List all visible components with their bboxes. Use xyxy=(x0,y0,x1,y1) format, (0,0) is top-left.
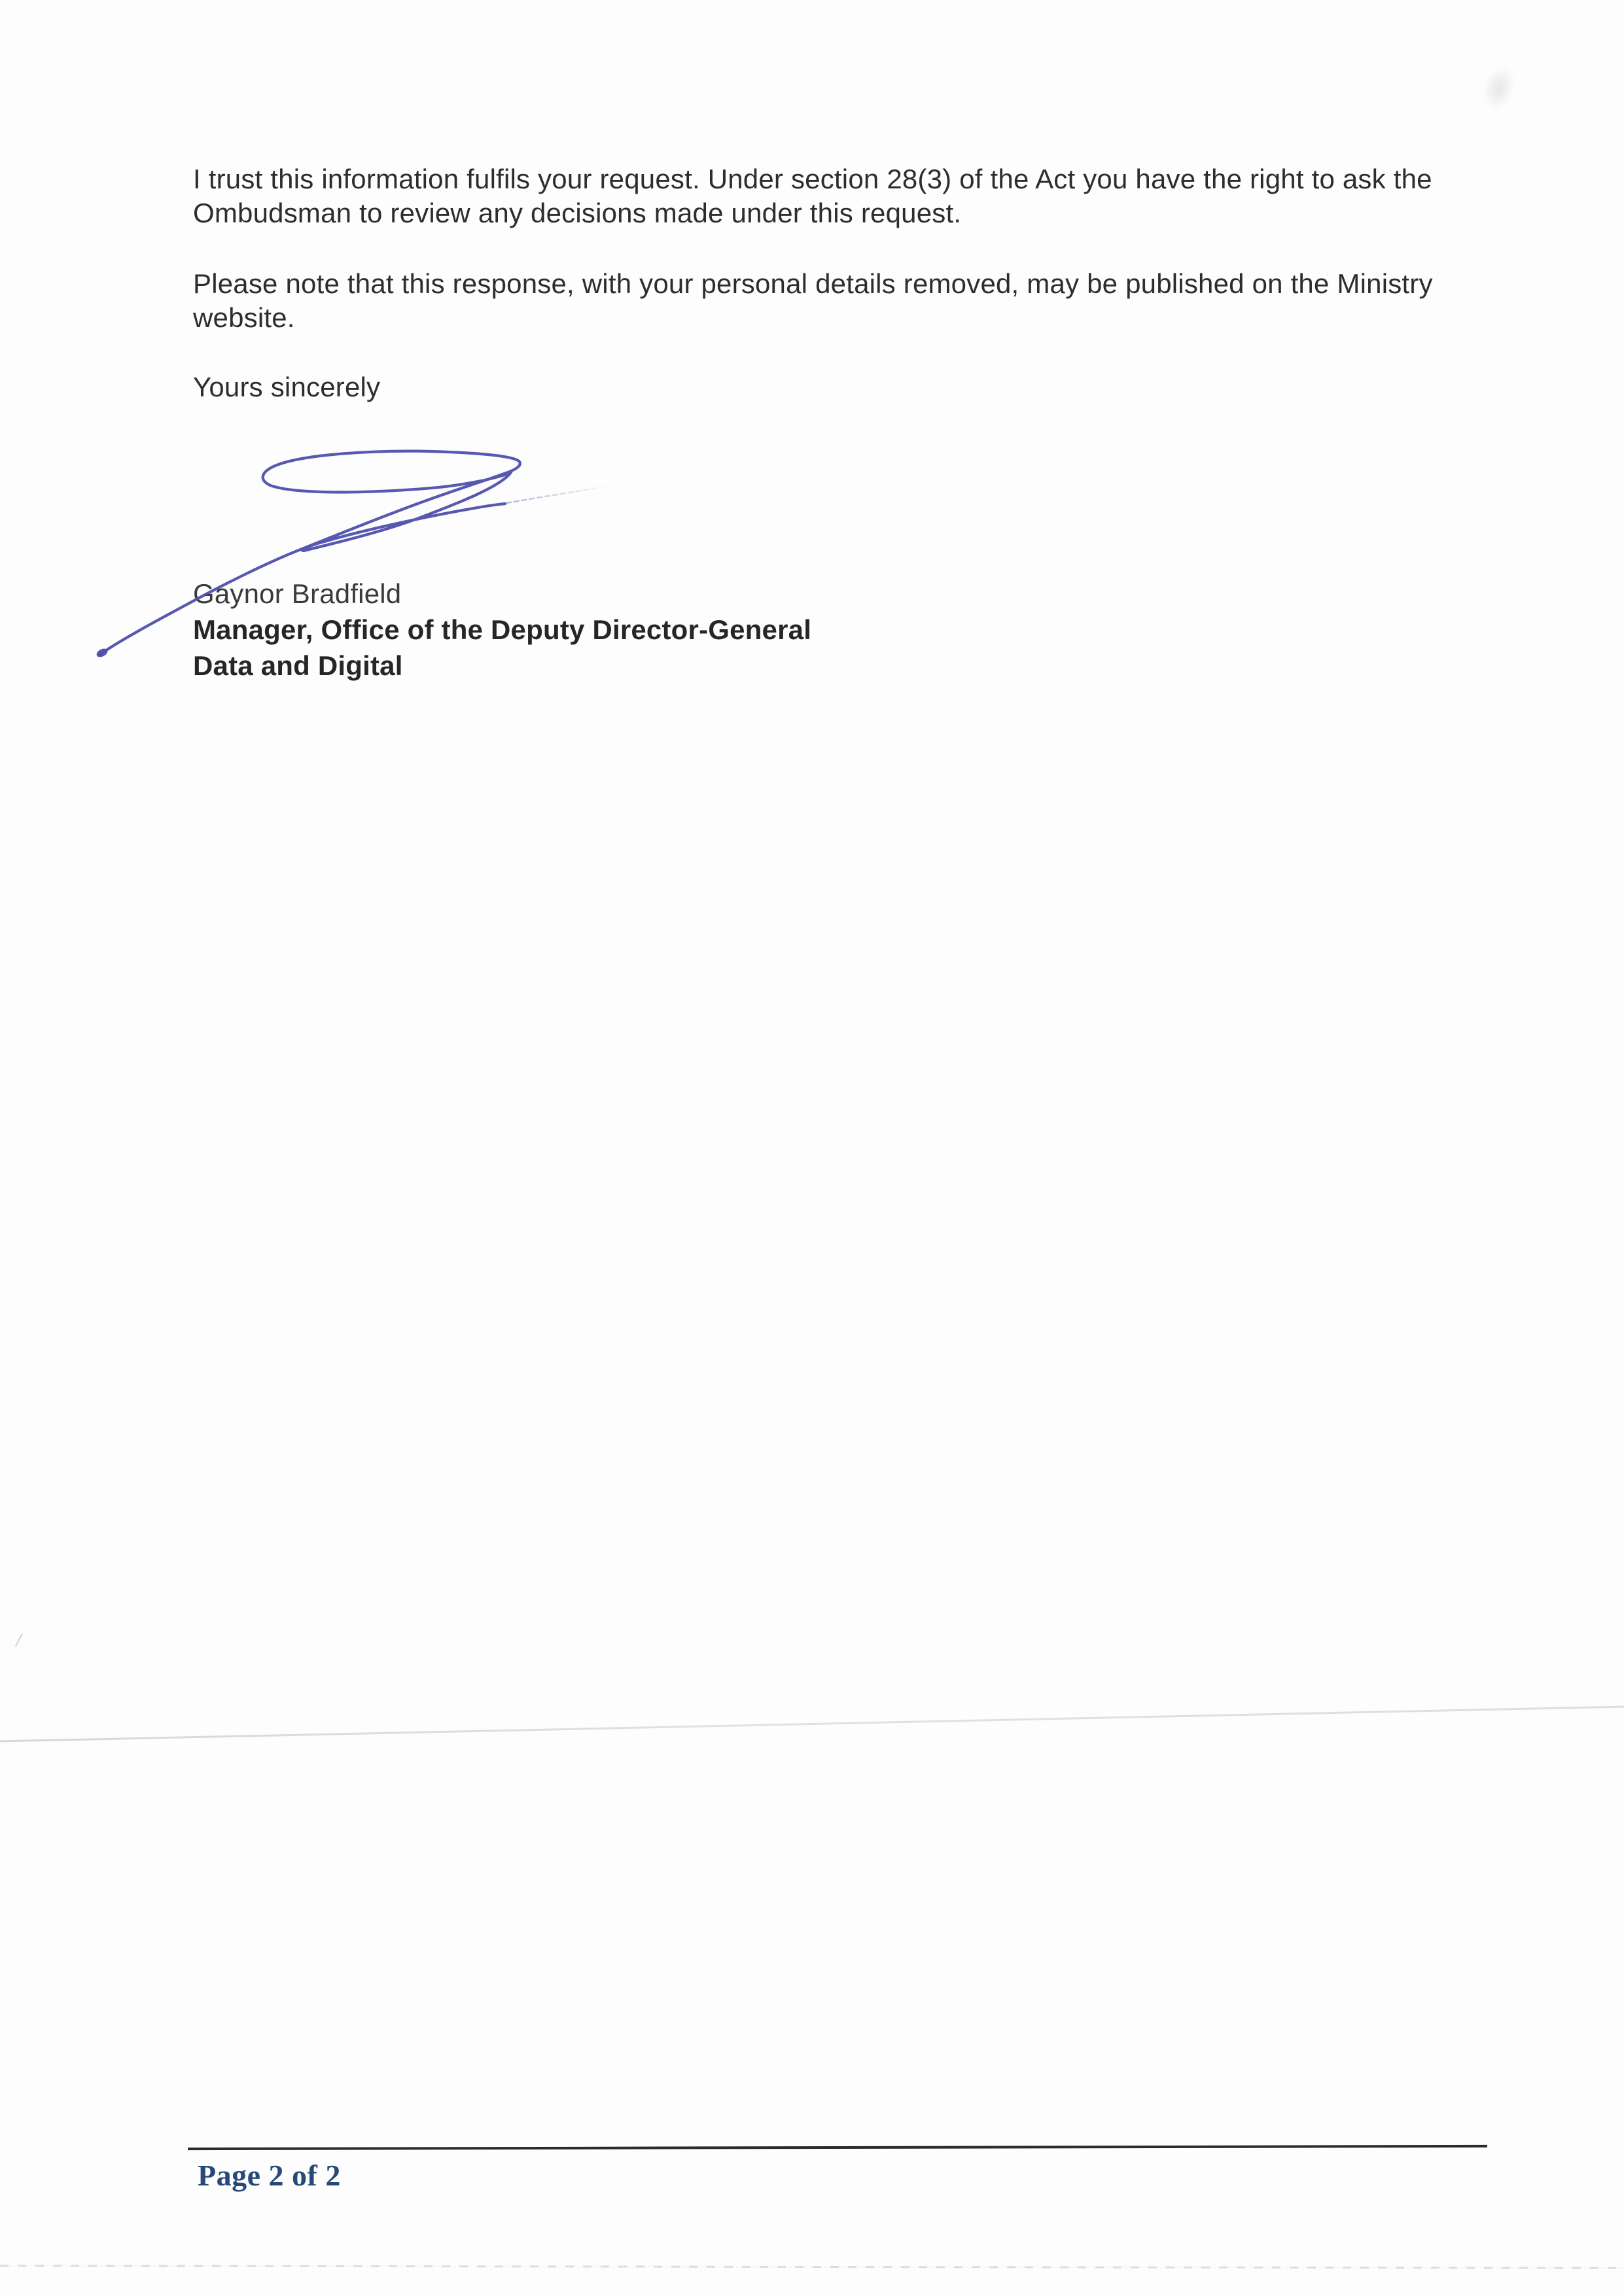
scan-mark xyxy=(15,1633,23,1646)
scan-smudge xyxy=(1477,62,1520,115)
page-number-label: Page 2 of 2 xyxy=(198,2159,341,2192)
closing-salutation: Yours sincerely xyxy=(193,372,381,402)
signatory-block xyxy=(193,576,811,684)
scan-crease-line xyxy=(0,1705,1624,1742)
signatory-name: Gaynor Bradfield xyxy=(193,578,402,609)
scanner-edge-artifact xyxy=(0,2265,1624,2269)
signature-trail-stroke xyxy=(506,486,609,503)
signatory-role: Manager, Office of the Deputy Director-General xyxy=(193,614,812,645)
paragraph-ombudsman-review-rights: I trust this information fulfils your request. Under section 28(3) of the Act you have the right to ask the Ombudsman to review any decisions made under this request. xyxy=(193,164,1432,228)
paragraph-publication-notice: Please note that this response, with your personal details removed, may be published on the Ministry website. xyxy=(193,268,1433,333)
signature-ink-blob xyxy=(95,647,109,659)
footer-rule xyxy=(188,2145,1487,2150)
signatory-unit: Data and Digital xyxy=(193,650,403,681)
